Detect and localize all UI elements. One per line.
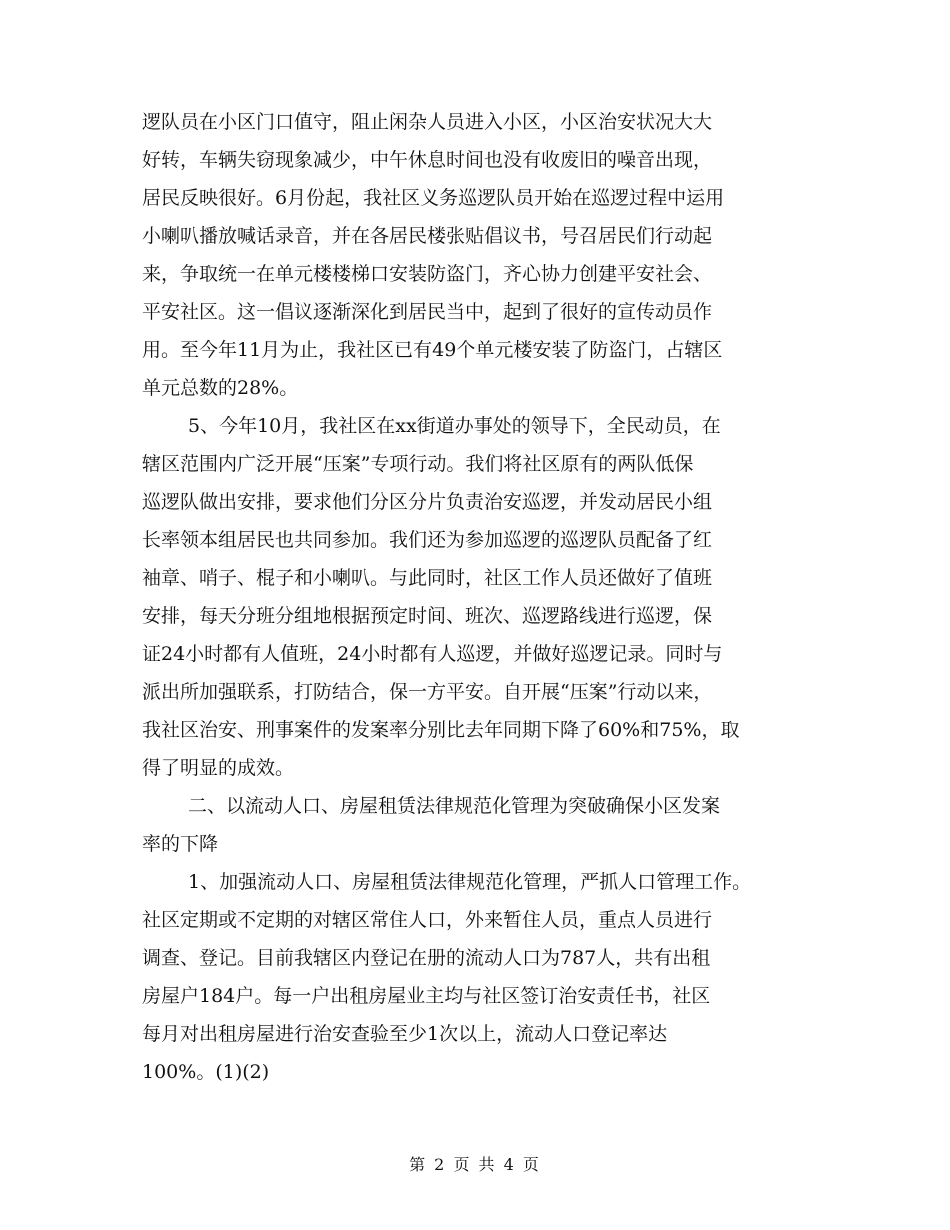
section-heading-line: 率的下降	[142, 833, 219, 855]
page-footer: 第 2 页 共 4 页	[409, 1155, 541, 1174]
text-line: 派出所加强联系，打防结合，保一方平安。自开展“压案”行动以来，	[142, 681, 713, 703]
text-line: 辖区范围内广泛开展“压案”专项行动。我们将社区原有的两队低保	[142, 453, 694, 475]
text-line: 房屋户184户。每一户出租房屋业主均与社区签订治安责任书，社区	[142, 985, 711, 1007]
paragraph-start-line: 5、今年10月，我社区在xx街道办事处的领导下，全民动员，在	[188, 415, 721, 437]
text-line: 安排，每天分班分组地根据预定时间、班次、巡逻路线进行巡逻，保	[142, 605, 713, 627]
text-line: 用。至今年11月为止，我社区已有49个单元楼安装了防盗门，占辖区	[142, 339, 723, 361]
text-line: 长率领本组居民也共同参加。我们还为参加巡逻的巡逻队员配备了红	[142, 529, 713, 551]
paragraph-start-line: 1、加强流动人口、房屋租赁法律规范化管理，严抓人口管理工作。	[188, 871, 752, 893]
text-line: 居民反映很好。6月份起，我社区义务巡逻队员开始在巡逻过程中运用	[142, 187, 725, 209]
section-heading-line: 二、以流动人口、房屋租赁法律规范化管理为突破确保小区发案	[188, 795, 721, 817]
text-line: 证24小时都有人值班，24小时都有人巡逻，并做好巡逻记录。同时与	[142, 643, 723, 665]
text-line: 平安社区。这一倡议逐渐深化到居民当中，起到了很好的宣传动员作	[142, 301, 713, 323]
text-line: 小喇叭播放喊话录音，并在各居民楼张贴倡议书，号召居民们行动起	[142, 225, 713, 247]
text-line: 袖章、哨子、棍子和小喇叭。与此同时，社区工作人员还做好了值班	[142, 567, 713, 589]
text-line: 单元总数的28%。	[142, 377, 299, 399]
text-line: 来，争取统一在单元楼楼梯口安装防盗门，齐心协力创建平安社会、	[142, 263, 713, 285]
text-line: 得了明显的成效。	[142, 757, 295, 779]
text-line: 好转，车辆失窃现象减少，中午休息时间也没有收废旧的噪音出现，	[142, 149, 713, 171]
text-line: 逻队员在小区门口值守，阻止闲杂人员进入小区，小区治安状况大大	[142, 111, 713, 133]
text-line: 100%。(1)(2)	[142, 1061, 270, 1083]
text-line: 每月对出租房屋进行治安查验至少1次以上，流动人口登记率达	[142, 1023, 668, 1045]
text-line: 我社区治安、刑事案件的发案率分别比去年同期下降了60%和75%，取	[142, 719, 740, 741]
text-line: 社区定期或不定期的对辖区常住人口，外来暂住人员，重点人员进行	[142, 909, 713, 931]
text-line: 巡逻队做出安排，要求他们分区分片负责治安巡逻，并发动居民小组	[142, 491, 713, 513]
text-line: 调查、登记。目前我辖区内登记在册的流动人口为787人，共有出租	[142, 947, 711, 969]
